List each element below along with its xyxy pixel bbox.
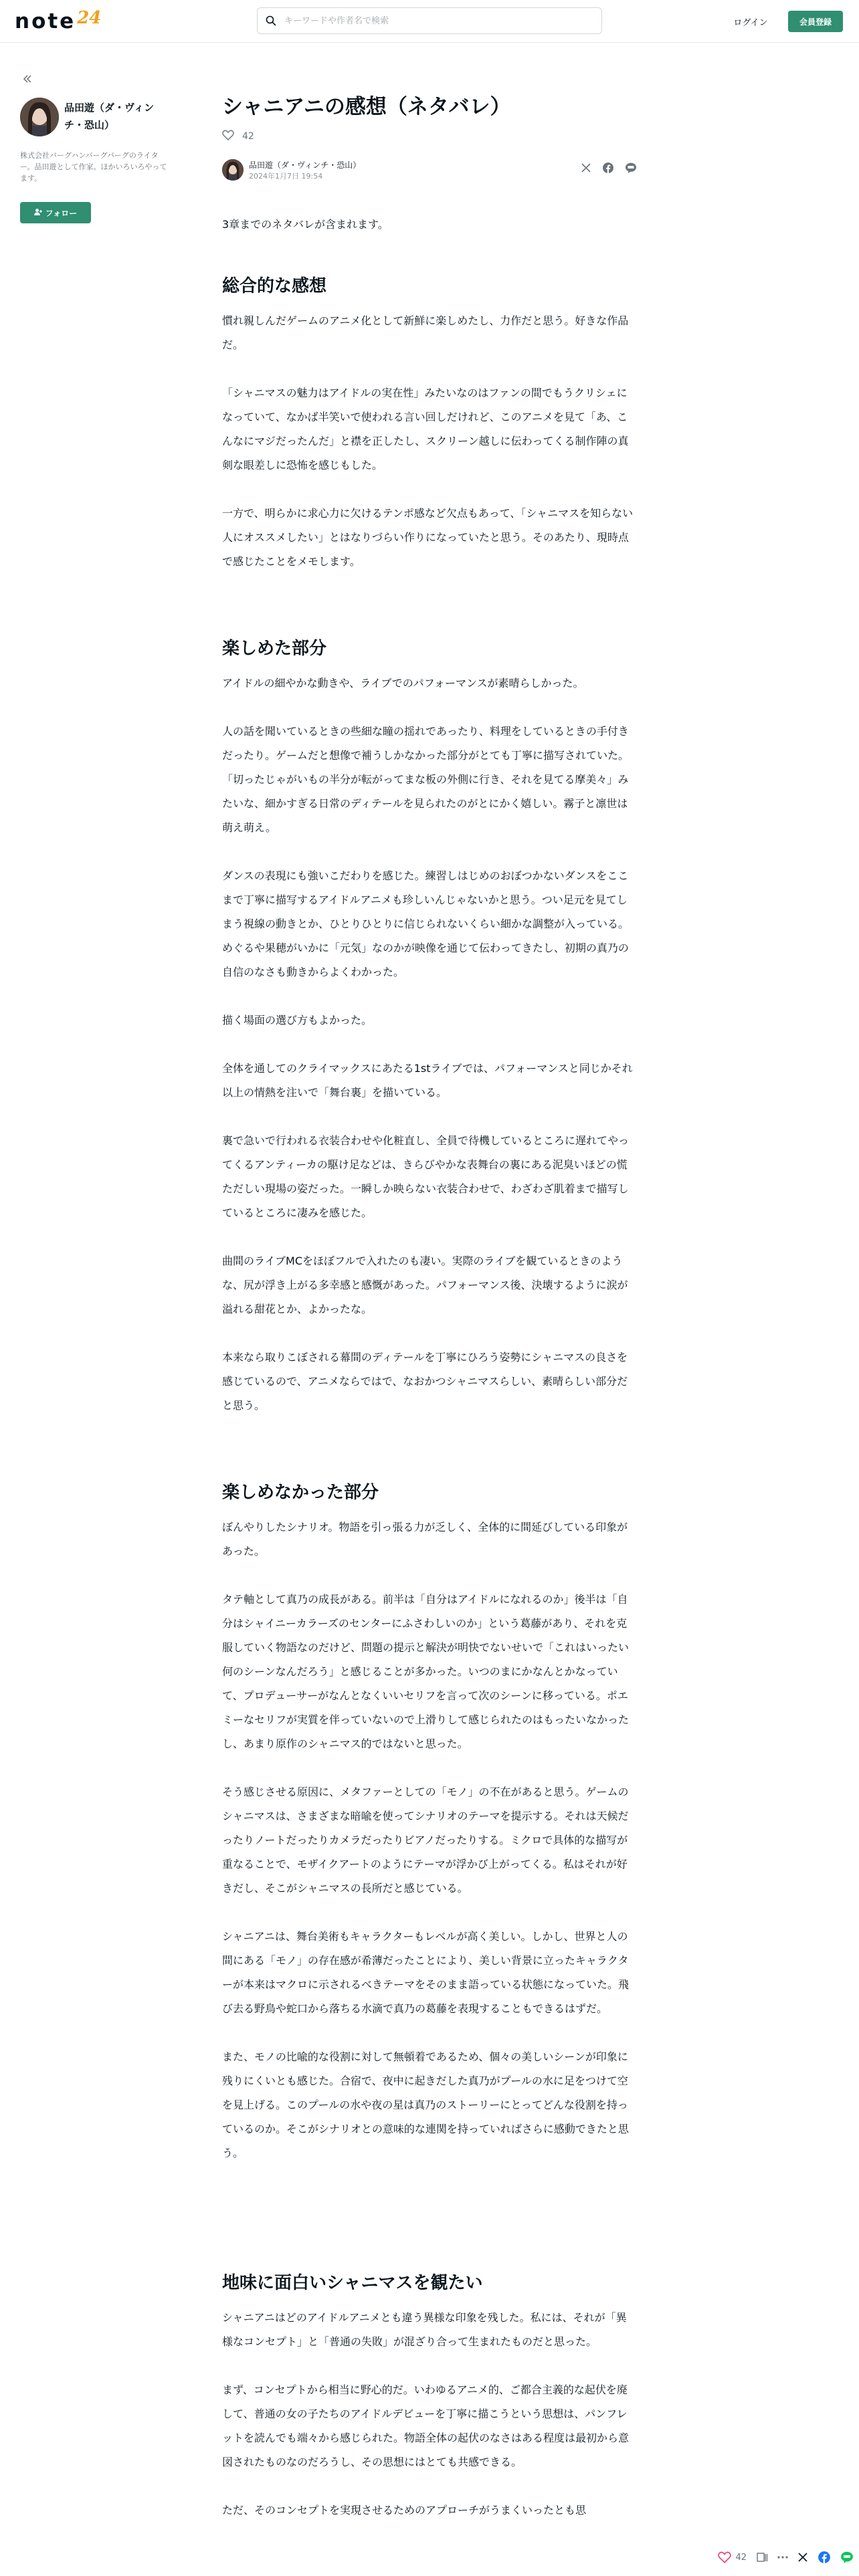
paragraph: ダンスの表現にも強いこだわりを感じた。練習しはじめのおぼつかないダンスをここまで丁寧に描写するアイドルアニメも珍しいんじゃないかと思う。つい足元を見てしまう視線の動きとか、ひとりひとりに信じられないくらい細かな調整が入っている。めぐるや果穂がいかに「元気」なのかが映像を通じて伝わってきたし、初期の真乃の自信のなさも動きからよくわかった。 <box>222 869 630 978</box>
more-icon[interactable] <box>777 2556 788 2559</box>
like-row <box>222 130 254 143</box>
paragraph: 慣れ親しんだゲームのアニメ化として新鮮に楽しめたし、力作だと思う。好きな作品だ。 <box>222 314 629 351</box>
floating-action-bar <box>696 2544 856 2571</box>
search-box[interactable] <box>257 7 602 34</box>
paragraph: 「シャニマスの魅力はアイドルの実在性」みたいなのはファンの間でもうクリシェになっていて、なかば半笑いで使われる言い回しだけれど、このアニメを見て「あ、こんなにマジだったんだ」と襟を正したし、スクリーン越しに伝わってくる制作陣の真剣な眼差しに恐怖を感じもした。 <box>222 387 629 471</box>
double-chevron-left-icon[interactable] <box>21 72 33 88</box>
publish-date: 2024年1月7日 19:54 <box>249 172 323 181</box>
paragraph: まず、コンセプトから相当に野心的だ。いわゆるアニメ的、ご都合主義的な起伏を廃して、普通の女の子たちのアイドルデビューを丁寧に描こうという思想は、パンフレットを読んでも端々から感じられた。物語全体の起伏のなさはある程度は最初から意図されたものなのだろうし、その思想にはとても共感できる。 <box>222 2383 630 2468</box>
paragraph: タテ軸として真乃の成長がある。前半は「自分はアイドルになれるのか」後半は「自分はシャイニーカラーズのセンターにふさわしいのか」という葛藤があり、それを克服していく物語なのだけど、問題の提示と解決が明快でないせいで「これはいったい何のシーンなんだろう」と感じることが多かった。いつのまにかなんとかなっていて、プロデューサーがなんとなくいいセリフを言って次のシーンに移っている。ポエミーなセリフが実質を伴っていないので上滑りして感じられたのはもったいなかったし、あまり原作のシャニマス的ではないと思った。 <box>222 1593 630 1750</box>
add-user-icon <box>34 208 42 218</box>
facebook-share-icon[interactable] <box>602 162 614 177</box>
heart-icon[interactable] <box>718 2551 731 2563</box>
article-title: シャニアニの感想（ネタバレ） <box>222 95 511 119</box>
x-share-icon[interactable] <box>797 2552 808 2563</box>
section-heading: 楽しめなかった部分 <box>222 1483 379 1503</box>
sidebar-author-name[interactable]: 品田遊（ダ・ヴィンチ・恐山） <box>64 102 155 131</box>
author-avatar-small[interactable] <box>222 159 244 181</box>
follow-button[interactable] <box>20 202 91 223</box>
logo-text: note <box>15 9 76 33</box>
section-want-to-see <box>222 2270 637 2523</box>
signup-button[interactable]: 会員登録 <box>788 11 843 32</box>
follow-label: フォロー <box>45 208 78 218</box>
logo-badge: 24 <box>77 8 102 28</box>
x-share-icon[interactable] <box>581 163 591 176</box>
paragraph: そう感じさせる原因に、メタファーとしての「モノ」の不在があると思う。ゲームのシャニマスは、さまざまな暗喩を使ってシナリオのテーマを提示する。それは天候だったりノートだったりカメラだったりビアノだったりする。ミクロで具体的な描写が重なることで、モザイクアートのようにテーマが浮かび上がってくる。私はそれが好きだし、そこがシャニマスの長所だと感じている。 <box>222 1786 629 1895</box>
line-share-icon[interactable] <box>840 2551 854 2564</box>
article-meta <box>222 158 637 182</box>
line-share-icon[interactable] <box>625 162 637 177</box>
like-count: 42 <box>242 131 254 142</box>
paragraph: 全体を通してのクライマックスにあたる1stライブでは、パフォーマンスと同じかそれ以上の情熱を注いで「舞台裏」を描いている。 <box>222 1062 633 1099</box>
share-icons <box>581 162 637 177</box>
section-overall <box>222 273 637 574</box>
spoiler-notice: 3章までのネタバレが含まれます。 <box>222 218 389 231</box>
article-body <box>222 213 637 2576</box>
heart-icon[interactable] <box>222 130 234 143</box>
search-icon <box>258 7 284 34</box>
paragraph: アイドルの細やかな動きや、ライブでのパフォーマンスが素晴らしかった。 <box>222 677 584 689</box>
note-logo[interactable] <box>15 9 101 33</box>
facebook-share-icon[interactable] <box>818 2551 831 2564</box>
paragraph: ただ、そのコンセプトを実現させるためのアプローチがうまくいったとも思 <box>222 2504 587 2516</box>
avatar[interactable] <box>20 98 59 136</box>
section-heading: 楽しめた部分 <box>222 639 327 659</box>
paragraph: シャニアニはどのアイドルアニメとも違う異様な印象を残した。私には、それが「異様なコンセプト」と「普通の失敗」が混ざり合って生まれたものだと思った。 <box>222 2311 627 2348</box>
header <box>0 0 859 43</box>
meta-author-name[interactable]: 品田遊（ダ・ヴィンチ・恐山） <box>249 160 361 170</box>
floating-like-count: 42 <box>735 2552 747 2563</box>
paragraph: シャニアニは、舞台美術もキャラクターもレベルが高く美しい。しかし、世界と人の間にある「モノ」の存在感が希薄だったことにより、美しい背景に立ったキャラクターが本来はマクロに示されるべきテーマをそのまま語っている状態になっていた。飛び去る野鳥や蛇口から落ちる水滴で真乃の葛藤を表現することもできるはずだ。 <box>222 1930 630 2015</box>
login-button[interactable]: ログイン <box>733 17 768 28</box>
author-bio: 株式会社バーグハンバーグバーグのライター。品田遊として作家。ほかいろいろやってます。 <box>20 151 167 183</box>
paragraph: 一方で、明らかに求心力に欠けるテンポ感など欠点もあって、「シャニマスを知らない人にオススメしたい」とはなりづらい作りになっていたと思う。そのあたり、現時点で感じたことをメモします。 <box>222 507 634 568</box>
section-not-enjoyed <box>222 1479 637 2165</box>
section-heading: 地味に面白いシャニマスを観たい <box>222 2273 483 2293</box>
paragraph: ぼんやりしたシナリオ。物語を引っ張る力が乏しく、全体的に間延びしている印象があった。 <box>222 1521 628 1558</box>
paragraph: また、モノの比喩的な役割に対して無頓着であるため、個々の美しいシーンが印象に残りにくいとも感じた。合宿で、夜中に起きだした真乃がプールの水に足をつけて空を見上げる。このプールの水や夜の星は真乃のストーリーにとってどんな役割を持っているのか。そこがシナリオとの意味的な連関を持っていればさらに感動できたと思う。 <box>222 2050 629 2159</box>
magazine-add-icon[interactable] <box>756 2551 768 2563</box>
paragraph: 裏で急いで行われる衣装合わせや化粧直し、全員で待機しているところに遅れてやってくるアンティーカの駆け足などは、きらびやかな表舞台の裏にある泥臭いほどの慌ただしい現場の姿だった。一瞬しか映らない衣装合わせで、わざわざ肌着まで描写しているところに凄みを感じた。 <box>222 1134 630 1219</box>
paragraph: 人の話を聞いているときの些細な瞳の揺れであったり、料理をしているときの手付きだったり。ゲームだと想像で補うしかなかった部分がとても丁寧に描写されていた。「切ったじゃがいもの半分が転がってまな板の外側に行き、それを見てる摩美々」みたいな、細かすぎる日常のディテールを見られたのがとにかく嬉しい。霧子と凛世は萌え萌え。 <box>222 725 630 834</box>
paragraph: 本来なら取りこぼされる幕間のディテールを丁寧にひろう姿勢にシャニマスの良さを感じているので、アニメならではで、なおかつシャニマスらしい、素晴らしい部分だと思う。 <box>222 1351 628 1412</box>
paragraph: 曲間のライブMCをほぼフルで入れたのも凄い。実際のライブを観ているときのような、尻が浮き上がる多幸感と感慨があった。パフォーマンス後、決壊するように涙が溢れる甜花とか、よかったな。 <box>222 1255 628 1315</box>
section-heading: 総合的な感想 <box>222 276 327 296</box>
paragraph: 描く場面の選び方もよかった。 <box>222 1014 373 1027</box>
search-input[interactable] <box>284 16 592 26</box>
section-enjoyed <box>222 635 637 1418</box>
